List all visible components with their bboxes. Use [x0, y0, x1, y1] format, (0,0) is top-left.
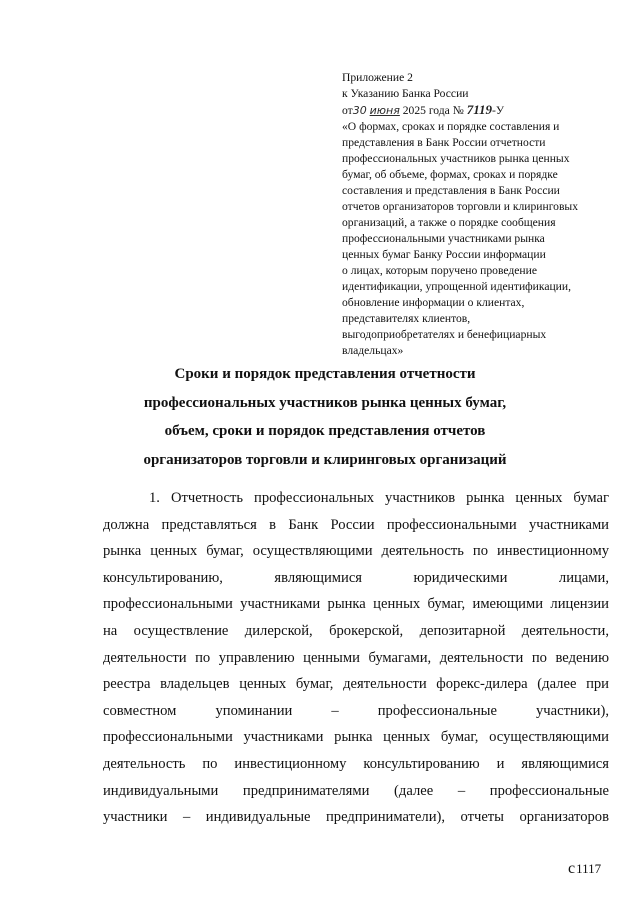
quote-line: представления в Банк России отчетности [342, 136, 546, 149]
quote-line: отчетов организаторов торговли и клиринговых [342, 200, 579, 213]
body-line: на осуществление дилерской, брокерской, депозитарной деятельности, [103, 622, 609, 639]
quote-line: составления и представления в Банк России [342, 184, 560, 197]
appendix-date-line [342, 102, 612, 119]
handwritten-day: 30 [352, 104, 367, 117]
quote-line: профессиональными участниками рынка [342, 232, 545, 245]
date-prefix: от [342, 104, 353, 117]
document-title [60, 360, 590, 474]
body-line: профессиональными участниками рынка ценных бумаг, осуществляющими [103, 729, 609, 746]
body-line: деятельности по управлению ценными бумагами, деятельности по ведению [103, 649, 609, 666]
doc-suffix: -У [491, 104, 505, 117]
quote-line: о лицах, которым поручено проведение [342, 264, 537, 277]
body-line: совместном упоминании – профессиональные участники), [103, 702, 609, 719]
title-line: Сроки и порядок представления отчетности [174, 366, 476, 382]
quote-line: бумаг, об объеме, формах, сроках и порядке [342, 168, 558, 181]
title-line: профессиональных участников рынка ценных бумаг, [143, 394, 507, 411]
appendix-block [342, 70, 612, 359]
title-line: организаторов торговли и клиринговых организаций [143, 451, 507, 468]
quote-line: «О формах, сроках и порядке составления и [342, 120, 560, 133]
body-paragraph [103, 485, 609, 831]
quote-line: обновление информации о клиентах, [342, 296, 525, 309]
appendix-line-1: Приложение 2 [342, 71, 413, 84]
quote-line: профессиональных участников рынка ценных [342, 152, 570, 165]
quote-line: выгодоприобретателях и бенефициарных [342, 328, 547, 341]
quote-line: представителях клиентов, [342, 312, 471, 325]
footer-code: 1117 [576, 861, 602, 876]
appendix-line-2: к Указанию Банка России [342, 87, 469, 100]
body-line: консультированию, являющимися юридическими лицами, [103, 569, 609, 586]
quote-line: идентификации, упрощенной идентификации, [342, 280, 571, 293]
body-line: должна представляться в Банк России профессиональными участниками [103, 516, 609, 533]
body-line: индивидуальными предпринимателями (далее – профессиональные [103, 782, 609, 799]
body-line: деятельность по инвестиционному консультированию и являющимися [103, 755, 609, 772]
body-line: рынка ценных бумаг, осуществляющими деятельность по инвестиционному [103, 543, 609, 560]
page-footer-code [568, 860, 601, 878]
footer-mark: с [568, 860, 576, 877]
quote-line: организаций, а также о порядке сообщения [342, 216, 556, 229]
handwritten-doc-number: 7119 [466, 102, 492, 117]
handwritten-month: июня [369, 104, 400, 117]
quote-line: ценных бумаг Банку России информации [342, 248, 546, 261]
body-line: профессиональными участниками рынка ценных бумаг, имеющими лицензии [103, 596, 609, 613]
body-line: реестра владельцев ценных бумаг, деятельности форекс-дилера (далее при [103, 676, 609, 693]
quote-line: владельцах» [342, 344, 404, 357]
body-line: участники – индивидуальные предприниматели), отчеты организаторов [103, 809, 609, 826]
body-line: 1. Отчетность профессиональных участников рынка ценных бумаг [149, 490, 609, 506]
date-year-text: 2025 года № [402, 104, 464, 117]
title-line: объем, сроки и порядок представления отчетов [164, 423, 486, 439]
